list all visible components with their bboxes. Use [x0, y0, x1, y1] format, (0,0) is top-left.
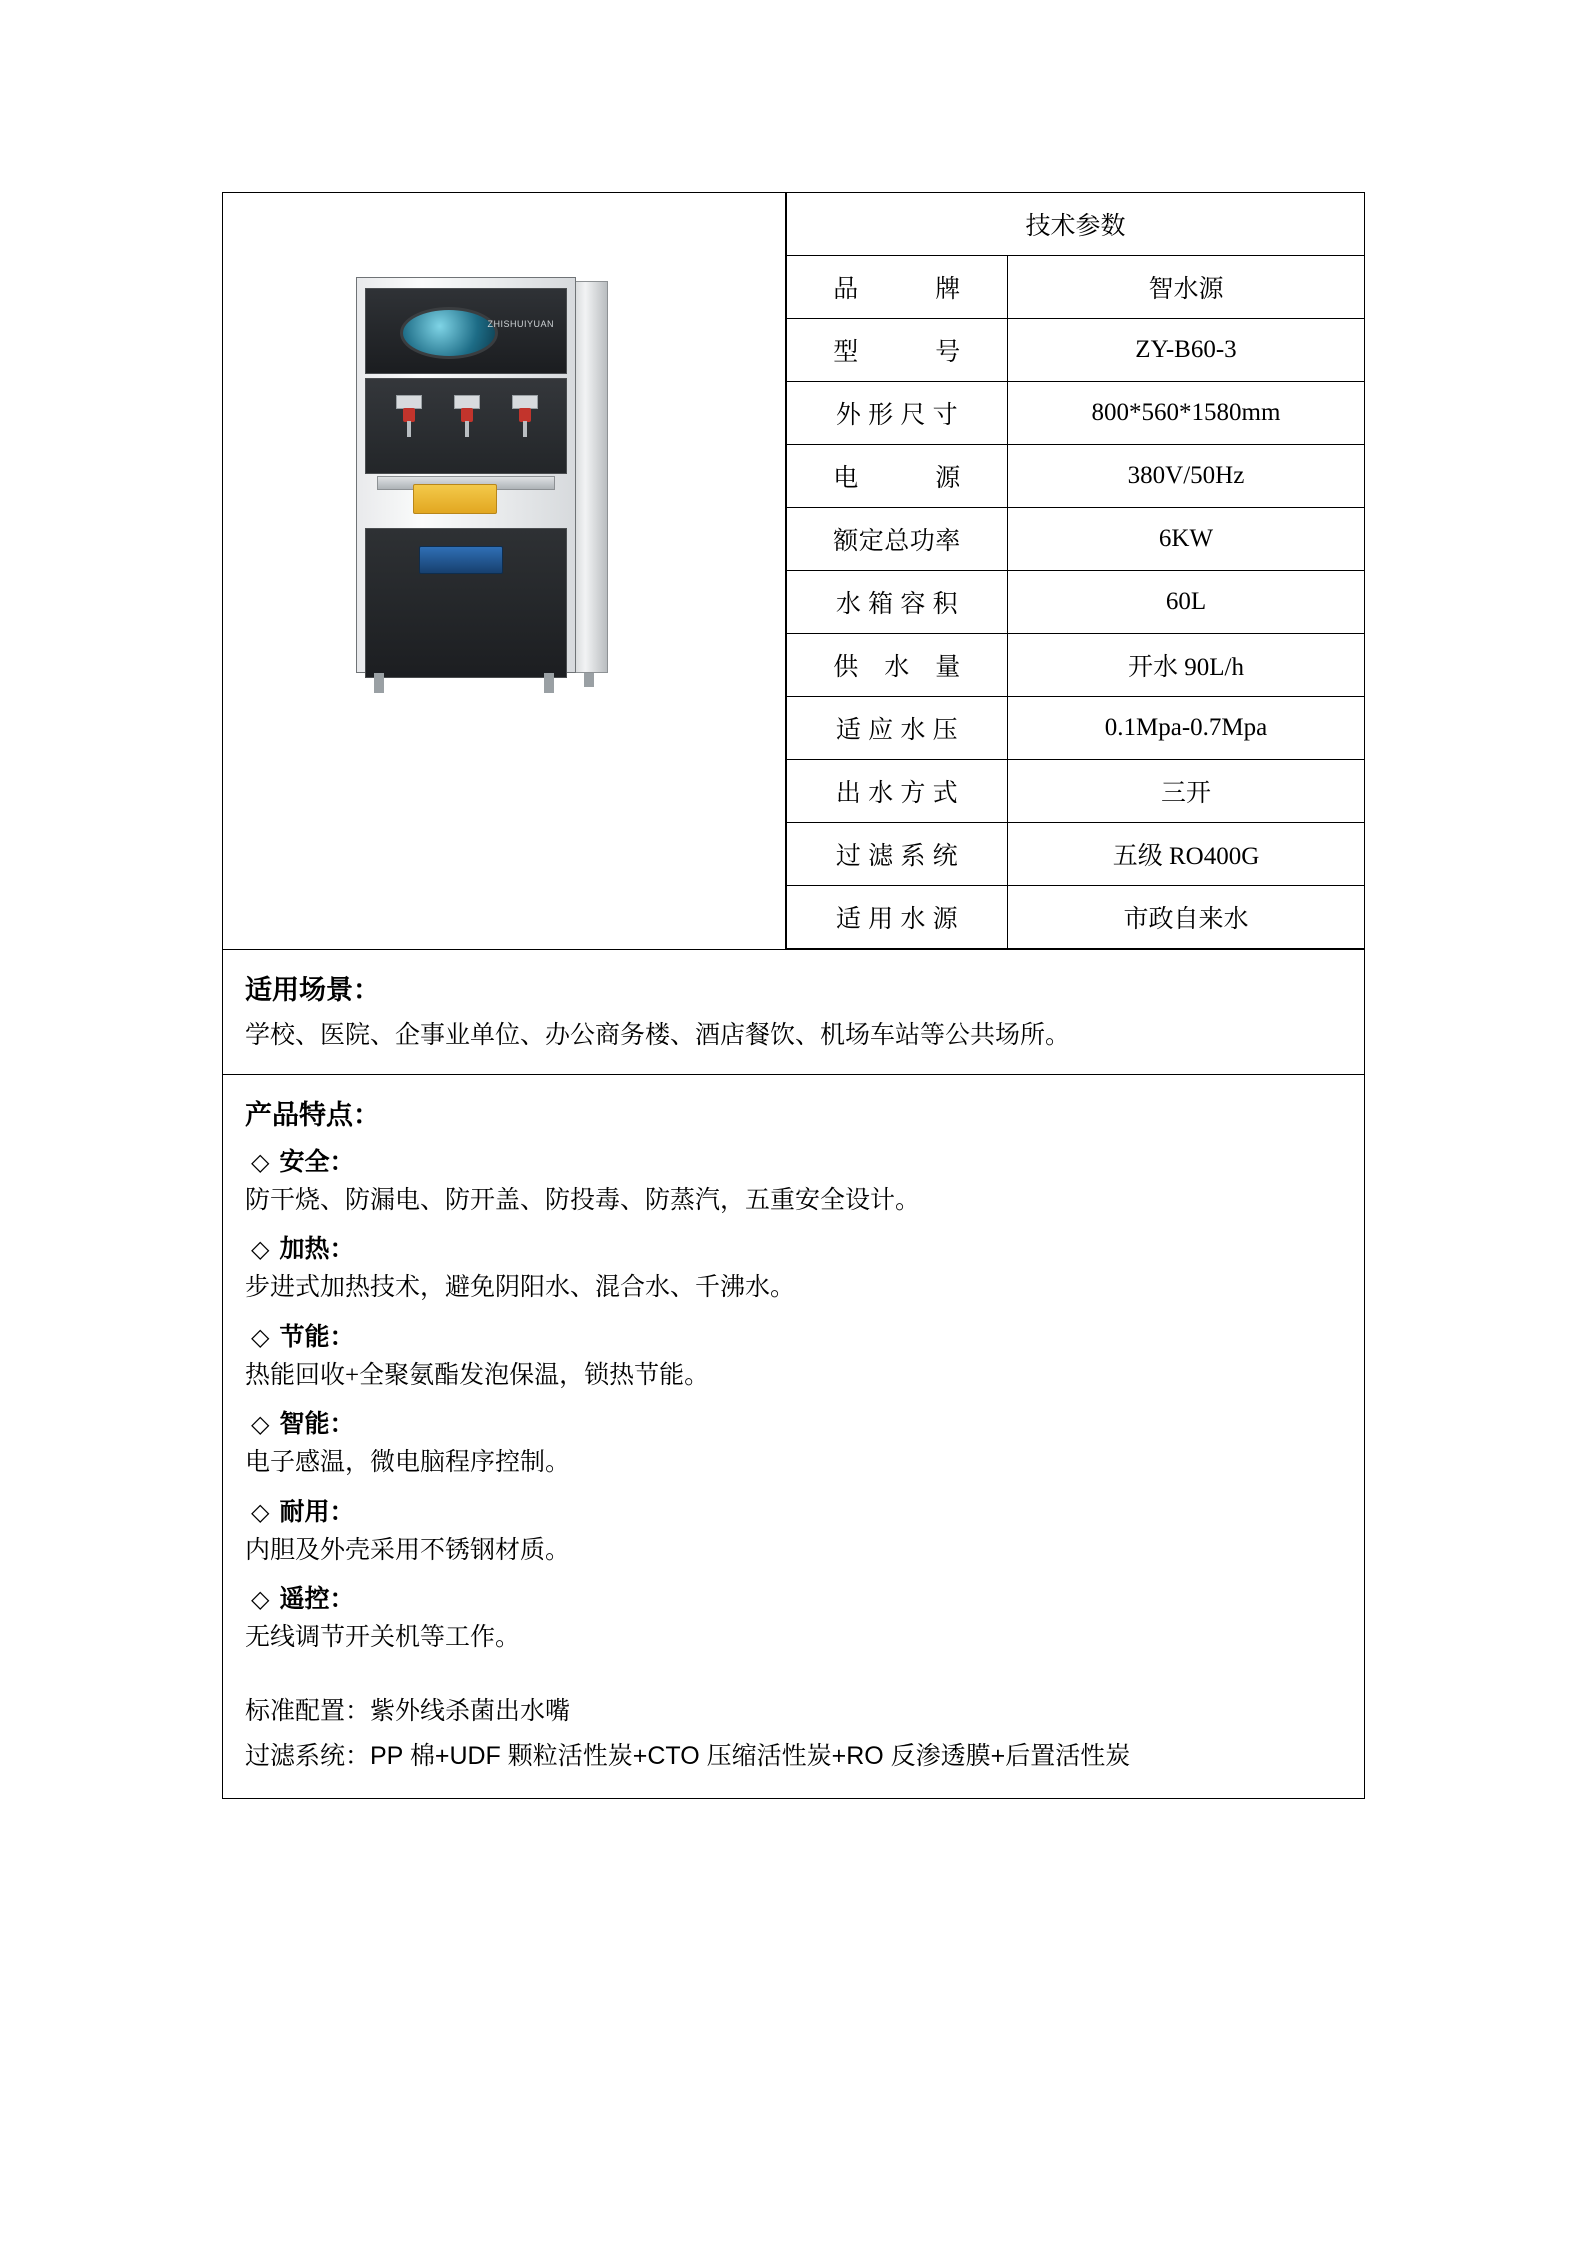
diamond-icon: ◇	[251, 1149, 270, 1176]
top-block	[223, 193, 1364, 949]
feature-title-row	[245, 1579, 1342, 1615]
feature-title: 节能：	[279, 1323, 355, 1351]
tap-icon	[396, 395, 422, 439]
table-row	[787, 256, 1365, 319]
diamond-icon: ◇	[251, 1237, 270, 1264]
diamond-icon: ◇	[251, 1499, 270, 1526]
feature-title-row	[245, 1229, 1342, 1265]
spec-label: 外 形 尺 寸	[787, 382, 1008, 445]
spec-label: 供 水 量	[787, 634, 1008, 697]
feature-body: 内胆及外壳采用不锈钢材质。	[245, 1536, 571, 1564]
machine-top-panel	[365, 288, 567, 374]
spec-value: 五级 RO400G	[1008, 823, 1365, 886]
water-dispenser-illustration	[338, 263, 638, 693]
table-row	[787, 508, 1365, 571]
spec-value: 380V/50Hz	[1008, 445, 1365, 508]
feature-title-row	[245, 1404, 1342, 1440]
machine-foot	[584, 673, 594, 687]
machine-tap-panel	[365, 378, 567, 474]
table-row	[787, 886, 1365, 949]
spacer	[245, 1663, 1342, 1693]
feature-title-row	[245, 1142, 1342, 1178]
blue-sticker	[419, 546, 503, 574]
feature-title: 耐用：	[279, 1498, 355, 1526]
spec-value: 0.1Mpa-0.7Mpa	[1008, 697, 1365, 760]
product-image-cell	[223, 193, 786, 949]
spec-value: 三开	[1008, 760, 1365, 823]
feature-body: 步进式加热技术，避免阴阳水、混合水、千沸水。	[245, 1274, 796, 1302]
spec-label: 适 用 水 源	[787, 886, 1008, 949]
spec-value: 800*560*1580mm	[1008, 382, 1365, 445]
table-row	[787, 382, 1365, 445]
display-icon	[400, 307, 498, 359]
product-spec-sheet	[222, 192, 1365, 1799]
feature-title: 加热：	[279, 1236, 355, 1264]
table-row	[787, 760, 1365, 823]
diamond-icon: ◇	[251, 1412, 270, 1439]
spec-label: 水 箱 容 积	[787, 571, 1008, 634]
standard-config-line: 标准配置：紫外线杀菌出水嘴	[245, 1697, 571, 1725]
table-row	[787, 823, 1365, 886]
scene-heading: 适用场景：	[245, 975, 380, 1005]
spec-label: 品 牌	[787, 256, 1008, 319]
feature-title-row	[245, 1492, 1342, 1528]
spec-label: 过 滤 系 统	[787, 823, 1008, 886]
tap-icon	[454, 395, 480, 439]
feature-title: 安全：	[279, 1148, 355, 1176]
feature-title-row	[245, 1317, 1342, 1353]
scene-section	[223, 949, 1364, 1074]
feature-body: 电子感温，微电脑程序控制。	[245, 1449, 571, 1477]
table-row	[787, 634, 1365, 697]
spec-value: 开水 90L/h	[1008, 634, 1365, 697]
feature-title: 智能：	[279, 1411, 355, 1439]
feature-body: 防干烧、防漏电、防开盖、防投毒、防蒸汽，五重安全设计。	[245, 1186, 921, 1214]
feature-title: 遥控：	[279, 1586, 355, 1614]
spec-label: 电 源	[787, 445, 1008, 508]
table-row	[787, 445, 1365, 508]
filter-system-line: 过滤系统：PP 棉+UDF 颗粒活性炭+CTO 压缩活性炭+RO 反渗透膜+后置活性炭	[245, 1742, 1131, 1771]
spec-label: 出 水 方 式	[787, 760, 1008, 823]
spec-value: ZY-B60-3	[1008, 319, 1365, 382]
spec-table-title: 技术参数	[787, 193, 1365, 256]
machine-foot	[544, 673, 554, 693]
brand-mark: ZHISHUIYUAN	[487, 319, 554, 329]
spec-value: 智水源	[1008, 256, 1365, 319]
spec-value: 60L	[1008, 571, 1365, 634]
diamond-icon: ◇	[251, 1587, 270, 1614]
spec-table	[786, 193, 1364, 949]
feature-body: 无线调节开关机等工作。	[245, 1624, 521, 1652]
features-heading: 产品特点：	[245, 1099, 380, 1130]
yellow-sticker	[413, 484, 497, 514]
tap-icon	[512, 395, 538, 439]
spec-value: 市政自来水	[1008, 886, 1365, 949]
table-row	[787, 697, 1365, 760]
table-row	[787, 571, 1365, 634]
spec-value: 6KW	[1008, 508, 1365, 571]
scene-text: 学校、医院、企事业单位、办公商务楼、酒店餐饮、机场车站等公共场所。	[245, 1022, 1071, 1049]
machine-body	[356, 277, 576, 673]
table-row	[787, 193, 1365, 256]
spec-label: 额定总功率	[787, 508, 1008, 571]
table-row	[787, 319, 1365, 382]
machine-foot	[374, 673, 384, 693]
spec-label: 适 应 水 压	[787, 697, 1008, 760]
feature-body: 热能回收+全聚氨酯发泡保温，锁热节能。	[245, 1361, 710, 1389]
features-section	[223, 1074, 1364, 1798]
diamond-icon: ◇	[251, 1324, 270, 1351]
spec-label: 型 号	[787, 319, 1008, 382]
